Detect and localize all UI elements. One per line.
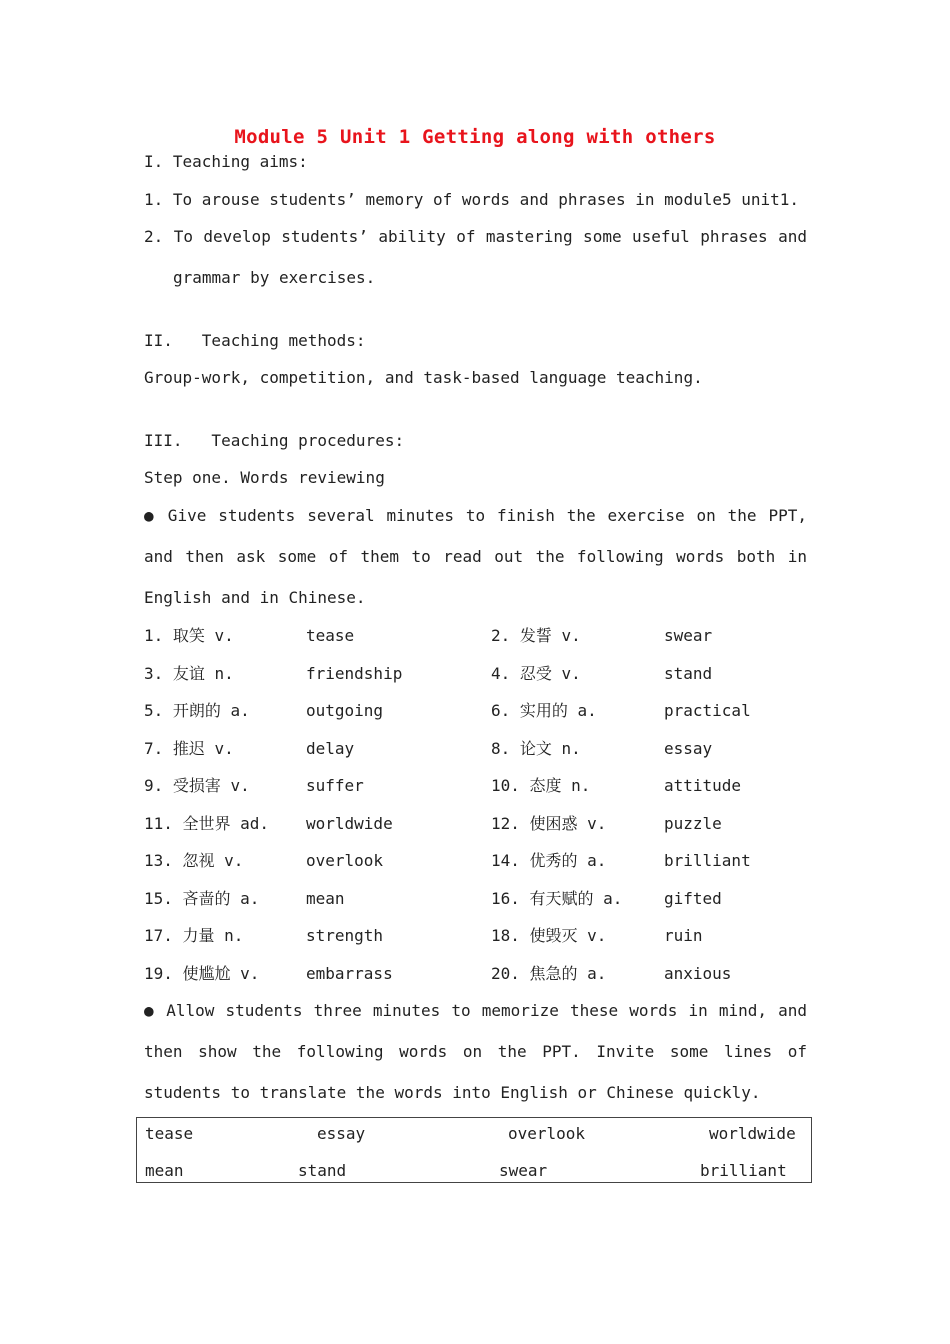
teaching-aim-1: 1. To arouse students’ memory of words and phrases in module5 unit1.: [144, 190, 800, 209]
vocab-english: embarrass: [306, 964, 393, 983]
vocab-english: suffer: [306, 776, 364, 795]
vocab-row: [144, 926, 814, 946]
vocab-english: swear: [664, 626, 713, 645]
vocab-english: strength: [306, 926, 384, 945]
bullet-2-line-1: ● Allow students three minutes to memorize these words in mind, and: [144, 1001, 807, 1020]
table-cell: stand: [298, 1161, 347, 1180]
vocab-chinese: 17. 力量 n.: [144, 926, 244, 945]
table-cell: overlook: [508, 1124, 586, 1143]
vocab-english: attitude: [664, 776, 742, 795]
bullet-1-line-3: English and in Chinese.: [144, 588, 366, 607]
vocab-english: worldwide: [306, 814, 393, 833]
bullet-1-line-2: and then ask some of them to read out the following words both in: [144, 547, 807, 566]
vocab-row: [144, 776, 814, 796]
vocab-english: ruin: [664, 926, 703, 945]
step-one-heading: Step one. Words reviewing: [144, 468, 385, 487]
teaching-methods-text: Group-work, competition, and task-based language teaching.: [144, 368, 703, 387]
vocab-chinese: 11. 全世界 ad.: [144, 814, 270, 833]
table-cell: swear: [499, 1161, 548, 1180]
vocab-row: [144, 701, 814, 721]
teaching-aims-heading: I. Teaching aims:: [144, 152, 308, 171]
vocab-chinese: 19. 使尴尬 v.: [144, 964, 260, 983]
review-words-table: [136, 1117, 812, 1183]
bullet-2-line-3: students to translate the words into English or Chinese quickly.: [144, 1083, 761, 1102]
vocab-row: [144, 664, 814, 684]
vocab-chinese: 8. 论文 n.: [491, 739, 581, 758]
teaching-aim-2-line-2: grammar by exercises.: [173, 268, 376, 287]
vocab-chinese: 3. 友谊 n.: [144, 664, 234, 683]
vocab-chinese: 2. 发誓 v.: [491, 626, 581, 645]
vocab-row: [144, 626, 814, 646]
vocab-row: [144, 964, 814, 984]
vocab-row: [144, 814, 814, 834]
teaching-procedures-heading: III. Teaching procedures:: [144, 431, 405, 450]
vocab-english: essay: [664, 739, 713, 758]
vocab-chinese: 18. 使毁灭 v.: [491, 926, 607, 945]
vocab-chinese: 20. 焦急的 a.: [491, 964, 607, 983]
vocab-chinese: 4. 忍受 v.: [491, 664, 581, 683]
table-cell: mean: [145, 1161, 184, 1180]
table-cell: essay: [317, 1124, 366, 1143]
teaching-aim-2-line-1: 2. To develop students’ ability of mastering some useful phrases and: [144, 227, 807, 246]
vocab-english: anxious: [664, 964, 732, 983]
bullet-2-line-2: then show the following words on the PPT. Invite some lines of: [144, 1042, 807, 1061]
vocab-chinese: 7. 推迟 v.: [144, 739, 234, 758]
vocab-chinese: 15. 吝啬的 a.: [144, 889, 260, 908]
vocab-english: friendship: [306, 664, 403, 683]
vocab-english: stand: [664, 664, 713, 683]
table-cell: worldwide: [709, 1124, 796, 1143]
vocab-english: brilliant: [664, 851, 751, 870]
vocab-english: gifted: [664, 889, 722, 908]
vocab-english: practical: [664, 701, 751, 720]
vocab-chinese: 6. 实用的 a.: [491, 701, 597, 720]
vocab-english: tease: [306, 626, 355, 645]
vocab-row: [144, 851, 814, 871]
vocab-row: [144, 889, 814, 909]
vocab-english: delay: [306, 739, 355, 758]
vocab-chinese: 1. 取笑 v.: [144, 626, 234, 645]
vocab-chinese: 9. 受损害 v.: [144, 776, 250, 795]
bullet-1-line-1: ● Give students several minutes to finish the exercise on the PPT,: [144, 506, 807, 525]
vocab-chinese: 12. 使困惑 v.: [491, 814, 607, 833]
vocab-chinese: 5. 开朗的 a.: [144, 701, 250, 720]
table-cell: tease: [145, 1124, 194, 1143]
vocab-chinese: 13. 忽视 v.: [144, 851, 244, 870]
vocab-english: outgoing: [306, 701, 384, 720]
vocab-chinese: 14. 优秀的 a.: [491, 851, 607, 870]
vocab-english: mean: [306, 889, 345, 908]
vocab-row: [144, 739, 814, 759]
vocab-english: overlook: [306, 851, 384, 870]
vocab-chinese: 10. 态度 n.: [491, 776, 591, 795]
vocab-chinese: 16. 有天赋的 a.: [491, 889, 623, 908]
table-cell: brilliant: [700, 1161, 787, 1180]
teaching-methods-heading: II. Teaching methods:: [144, 331, 366, 350]
page-title: Module 5 Unit 1 Getting along with others: [234, 126, 716, 148]
vocab-english: puzzle: [664, 814, 722, 833]
